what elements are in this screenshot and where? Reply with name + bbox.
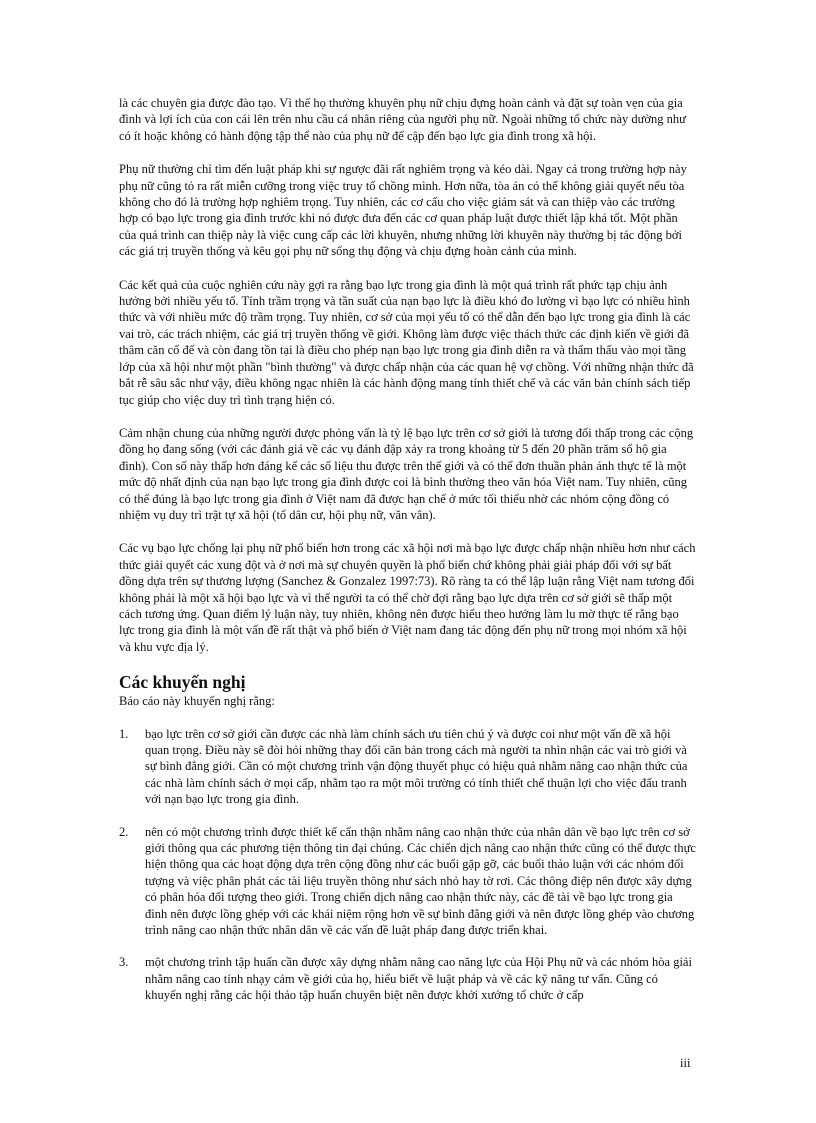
item-text: bạo lực trên cơ sở giới cần được các nhà làm chính sách ưu tiên chú ý và được coi như một vấn đề xã hội quan trọng. Điều này sẽ đòi hỏi những thay đổi căn bản trong cách mà người ta nhìn nhận các vai trò giới và sự bình đẳng giới. Cần có một chương trình vận động thuyết phục có hiệu quả nhằm nâng cao nhận thức của các nhà làm chính sách ở mọi cấp, nhằm tạo ra một môi trường có tính thiết chế thuận lợi cho việc đấu tranh với nạn bạo lực trong gia đình. <box>145 726 688 807</box>
item-text: một chương trình tập huấn cần được xây dựng nhằm nâng cao năng lực của Hội Phụ nữ và các nhóm hòa giải nhằm nâng cao tính nhạy cảm về giới của họ, hiểu biết về luật pháp và về các kỹ năng tư vấn. Cũng có khuyến nghị rằng các hội thảo tập huấn chuyên biệt nên được khởi xướng tổ chức ở cấp <box>145 955 692 1003</box>
recommendation-item <box>119 954 696 1003</box>
item-number: 3. <box>119 955 129 970</box>
recommendations-section <box>119 672 696 1004</box>
paragraph: Phụ nữ thường chỉ tìm đến luật pháp khi sự ngược đãi rất nghiêm trọng và kéo dài. Ngay cả trong trường hợp này phụ nữ cũng tỏ ra rất miễn cưỡng trong việc truy tố chồng mình. Hơn nữa, tòa án có thể không giải quyết nếu tòa không cho đó là trường hợp nghiêm trọng. Tuy nhiên, các cơ cấu cho việc giám sát và can thiệp vào các trường hợp có bạo lực trong gia đình trước khi nó được đưa đến các cơ quan pháp luật được thiết lập khá tốt. Một phần của quá trình can thiệp này là việc cung cấp các lời khuyên, nhưng những lời khuyên này thường bị tác động bởi các giá trị truyền thống và kêu gọi phụ nữ sống thụ động và chịu đựng hoàn cảnh của mình. <box>119 162 687 259</box>
recommendation-item <box>119 726 696 808</box>
section-intro: Báo cáo này khuyến nghị rằng: <box>119 694 275 709</box>
paragraph: là các chuyên gia được đào tạo. Vì thế họ thường khuyên phụ nữ chịu đựng hoàn cảnh và đặt sự toàn vẹn của gia đình và lợi ích của con cái lên trên nhu cầu cá nhân riêng của người phụ nữ. Ngoài những tổ chức này dường như có ít hoặc không có hành động tập thể nào của phụ nữ để cập đến bạo lực gia đình trong xã hội. <box>119 96 686 143</box>
document-body <box>119 95 696 1020</box>
item-number: 1. <box>119 726 129 741</box>
page-number: iii <box>680 1056 691 1070</box>
paragraph: Các vụ bạo lực chống lại phụ nữ phổ biến hơn trong các xã hội nơi mà bạo lực được chấp nhận nhiều hơn như cách thức giải quyết các xung đột và ở nơi mà sự chuyên quyền là phổ biến chứ không phải giải pháp đối với sự bất đồng dựa trên sự thương lượng (Sanchez & Gonzalez 1997:73). Rõ ràng ta có thể lập luận rằng Việt nam tương đối không phải là một xã hội bạo lực và vì thế người ta có thể chờ đợi rằng bạo lực dựa trên cơ sở giới sẽ thấp một cách tương ứng. Quan điểm lý luận này, tuy nhiên, không nên được hiểu theo hướng làm lu mờ thực tế rằng bạo lực trong gia đình là một vấn đề rất thật và phổ biến ở Việt nam đang tác động đến phụ nữ trong mọi nhóm xã hội và khu vực địa lý. <box>119 541 696 654</box>
paragraph: Cảm nhận chung của những người được phỏng vấn là tỷ lệ bạo lực trên cơ sở giới là tương đối thấp trong các cộng đồng họ đang sống (với các đánh giá về các vụ đánh đập xảy ra trong khoảng từ 5 đến 20 phần trăm số hộ gia đình). Con số này thấp hơn đáng kể các số liệu thu được trên thế giới và có thể đơn thuần phản ánh thực tế là một mức độ nhất định của nạn bạo lực trong gia đình được coi là bình thường theo văn hóa Việt nam. Tuy nhiên, cũng có thể đúng là bạo lực trong gia đình ở Việt nam đã được hạn chế ở mức tối thiểu nhờ các nhóm cộng đồng có nhiệm vụ duy trì trật tự xã hội (tổ dân cư, hội phụ nữ, văn vân). <box>119 425 694 522</box>
recommendation-item <box>119 824 696 939</box>
item-text: nên có một chương trình được thiết kế cẩn thận nhằm nâng cao nhận thức của nhân dân về bạo lực trên cơ sở giới thông qua các phương tiện thông tin đại chúng. Các chiến dịch nâng cao nhận thức cũng có thể được thực hiện thông qua các hoạt động dựa trên cộng đồng như các buổi gặp gỡ, các buổi thảo luận với các nhóm đối tượng và việc phân phát các tài liệu truyền thông như sách nhỏ hay tờ rơi. Các thông điệp nên được xây dựng có phân hóa đối tượng theo giới. Trong chiến dịch nâng cao nhận thức này, các đề tài về bạo lực trong gia đình nên được lồng ghép với các khái niệm rộng hơn về sự bình đẳng giới và nên được lồng ghép vào chương trình nâng cao nhận thức nhân dân về các vấn đề luật pháp đang được triển khai. <box>145 824 696 938</box>
section-heading: Các khuyến nghị <box>119 672 246 693</box>
item-number: 2. <box>119 824 129 839</box>
paragraph: Các kết quả của cuộc nghiên cứu này gợi ra rằng bạo lực trong gia đình là một quá trình rất phức tạp chịu ảnh hưởng bởi nhiều yếu tố. Tính trầm trọng và tần suất của nạn bạo lực là điều khó đo lường vì bạo lực có nhiều hình thức và với nhiều mức độ trầm trọng. Tuy nhiên, cơ sở của mọi yếu tố có thể dẫn đến bạo lực trong gia đình là các vai trò, các trách nhiệm, các giá trị truyền thống về giới. Không làm được việc thách thức các định kiến về giới đã thâm căn cố đế và còn đang tồn tại là điều cho phép nạn bạo lực trong gia đình diễn ra và thẩm thấu vào mọi tầng lớp của xã hội như một phần "bình thường" và được chấp nhận của các quan hệ vợ chồng. Với những nhận thức đã bắt rễ sâu sắc như vậy, điều không ngạc nhiên là các hành động mang tính thiết chế và các văn bản chính sách tiếp tục giúp cho việc duy trì tình trạng hiện có. <box>119 277 694 407</box>
